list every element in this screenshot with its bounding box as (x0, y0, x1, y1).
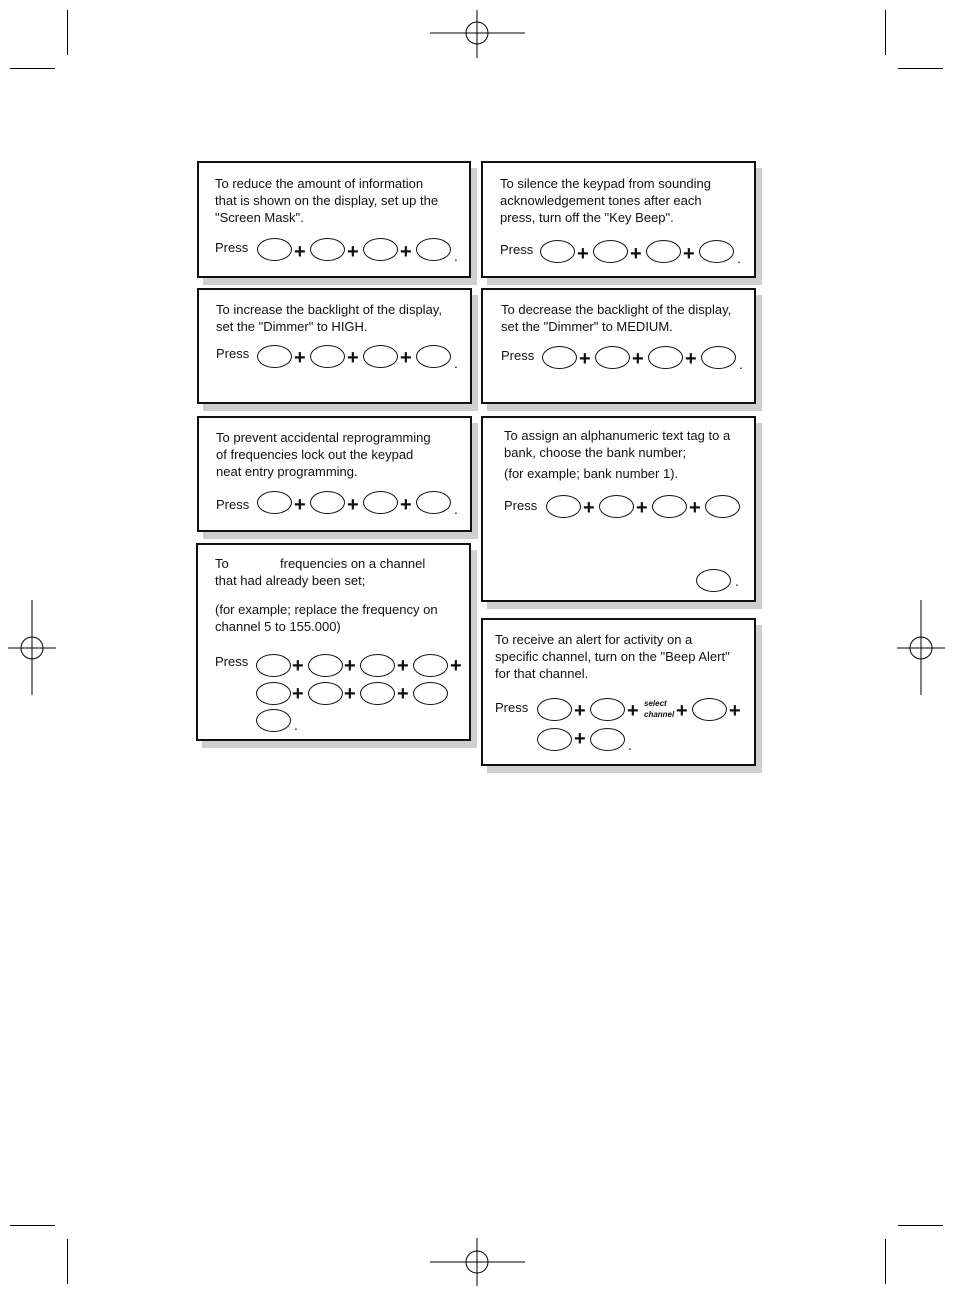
dimmer-medium-panel (481, 288, 756, 404)
key-button[interactable] (652, 495, 687, 518)
plus-symbol: + (344, 655, 356, 677)
plus-symbol: + (636, 497, 648, 519)
press-label: Press (500, 242, 534, 257)
key-button[interactable] (537, 728, 572, 751)
key-button[interactable] (363, 491, 398, 514)
period-symbol: . (735, 573, 739, 589)
text-tag-instruction: To assign an alphanumeric text tag to a bank, choose the bank number; (504, 428, 731, 460)
replace-frequency-instruction-line2: that had already been set; (215, 573, 366, 588)
text-tag-panel (481, 416, 756, 602)
plus-symbol: + (683, 243, 695, 265)
plus-symbol: + (676, 700, 688, 722)
replace-frequency-panel (196, 543, 471, 741)
plus-symbol: + (347, 241, 359, 263)
plus-symbol: + (400, 494, 412, 516)
plus-symbol: + (630, 243, 642, 265)
press-label: Press (215, 240, 249, 255)
plus-symbol: + (344, 683, 356, 705)
registration-target-icon (897, 600, 945, 695)
period-symbol: . (454, 501, 458, 517)
key-button[interactable] (540, 240, 575, 263)
plus-symbol: + (347, 494, 359, 516)
key-button[interactable] (360, 682, 395, 705)
key-button[interactable] (308, 654, 343, 677)
key-button[interactable] (257, 238, 292, 261)
key-button[interactable] (363, 345, 398, 368)
plus-symbol: + (397, 655, 409, 677)
key-button[interactable] (696, 569, 731, 592)
key-button[interactable] (416, 345, 451, 368)
key-button[interactable] (590, 698, 625, 721)
plus-symbol: + (292, 655, 304, 677)
key-button[interactable] (646, 240, 681, 263)
period-symbol: . (737, 250, 741, 266)
key-button[interactable] (360, 654, 395, 677)
key-beep-panel (481, 161, 756, 278)
key-button[interactable] (413, 654, 448, 677)
plus-symbol: + (729, 700, 741, 722)
press-label: Press (216, 497, 250, 512)
key-button[interactable] (692, 698, 727, 721)
plus-symbol: + (689, 497, 701, 519)
key-button[interactable] (363, 238, 398, 261)
key-button[interactable] (599, 495, 634, 518)
select-channel-label: select channel (644, 699, 675, 719)
plus-symbol: + (292, 683, 304, 705)
registration-target-icon (430, 10, 525, 58)
registration-target-icon (430, 1238, 525, 1286)
period-symbol: . (294, 717, 298, 733)
key-button[interactable] (648, 346, 683, 369)
key-button[interactable] (256, 654, 291, 677)
dimmer-high-panel (197, 288, 472, 404)
dimmer-high-instruction: To increase the backlight of the display, set the "Dimmer" to HIGH. (216, 302, 442, 334)
key-button[interactable] (699, 240, 734, 263)
key-button[interactable] (256, 709, 291, 732)
plus-symbol: + (294, 347, 306, 369)
plus-symbol: + (627, 700, 639, 722)
beep-alert-panel (481, 618, 756, 766)
press-label: Press (504, 498, 538, 513)
plus-symbol: + (685, 348, 697, 370)
plus-symbol: + (400, 347, 412, 369)
screen-mask-panel (197, 161, 471, 278)
key-button[interactable] (546, 495, 581, 518)
key-button[interactable] (310, 345, 345, 368)
press-label: Press (215, 654, 249, 669)
plus-symbol: + (347, 347, 359, 369)
key-button[interactable] (416, 491, 451, 514)
key-button[interactable] (413, 682, 448, 705)
key-button[interactable] (256, 682, 291, 705)
plus-symbol: + (574, 728, 586, 750)
key-button[interactable] (257, 491, 292, 514)
plus-symbol: + (397, 683, 409, 705)
press-label: Press (216, 346, 250, 361)
key-button[interactable] (701, 346, 736, 369)
plus-symbol: + (450, 655, 462, 677)
dimmer-medium-instruction: To decrease the backlight of the display, set the "Dimmer" to MEDIUM. (501, 302, 732, 334)
replace-frequency-instruction-start: To (215, 556, 229, 571)
period-symbol: . (739, 356, 743, 372)
screen-mask-instruction: To reduce the amount of information that is shown on the display, set up the "Screen Mask". (215, 176, 439, 225)
key-button[interactable] (705, 495, 740, 518)
key-button[interactable] (595, 346, 630, 369)
press-label: Press (501, 348, 535, 363)
key-button[interactable] (593, 240, 628, 263)
key-button[interactable] (308, 682, 343, 705)
plus-symbol: + (632, 348, 644, 370)
beep-alert-instruction: To receive an alert for activity on a specific channel, turn on the "Beep Alert" for that channel. (495, 632, 730, 681)
period-symbol: . (454, 355, 458, 371)
keypad-lock-panel (197, 416, 472, 532)
plus-symbol: + (294, 494, 306, 516)
registration-target-icon (8, 600, 56, 695)
key-button[interactable] (537, 698, 572, 721)
text-tag-example: (for example; bank number 1). (504, 466, 679, 481)
plus-symbol: + (583, 497, 595, 519)
plus-symbol: + (294, 241, 306, 263)
key-button[interactable] (416, 238, 451, 261)
plus-symbol: + (579, 348, 591, 370)
plus-symbol: + (577, 243, 589, 265)
press-label: Press (495, 700, 529, 715)
plus-symbol: + (574, 700, 586, 722)
period-symbol: . (454, 248, 458, 264)
plus-symbol: + (400, 241, 412, 263)
key-button[interactable] (310, 238, 345, 261)
key-button[interactable] (310, 491, 345, 514)
key-button[interactable] (590, 728, 625, 751)
keypad-lock-instruction: To prevent accidental reprogramming of frequencies lock out the keypad neat entry programming. (216, 430, 431, 479)
key-button[interactable] (542, 346, 577, 369)
key-button[interactable] (257, 345, 292, 368)
period-symbol: . (628, 737, 632, 753)
key-beep-instruction: To silence the keypad from sounding acknowledgement tones after each press, turn off the "Key Beep". (500, 176, 712, 225)
replace-frequency-example: (for example; replace the frequency on channel 5 to 155.000) (215, 602, 438, 634)
replace-frequency-instruction-rest: frequencies on a channel (280, 556, 426, 571)
